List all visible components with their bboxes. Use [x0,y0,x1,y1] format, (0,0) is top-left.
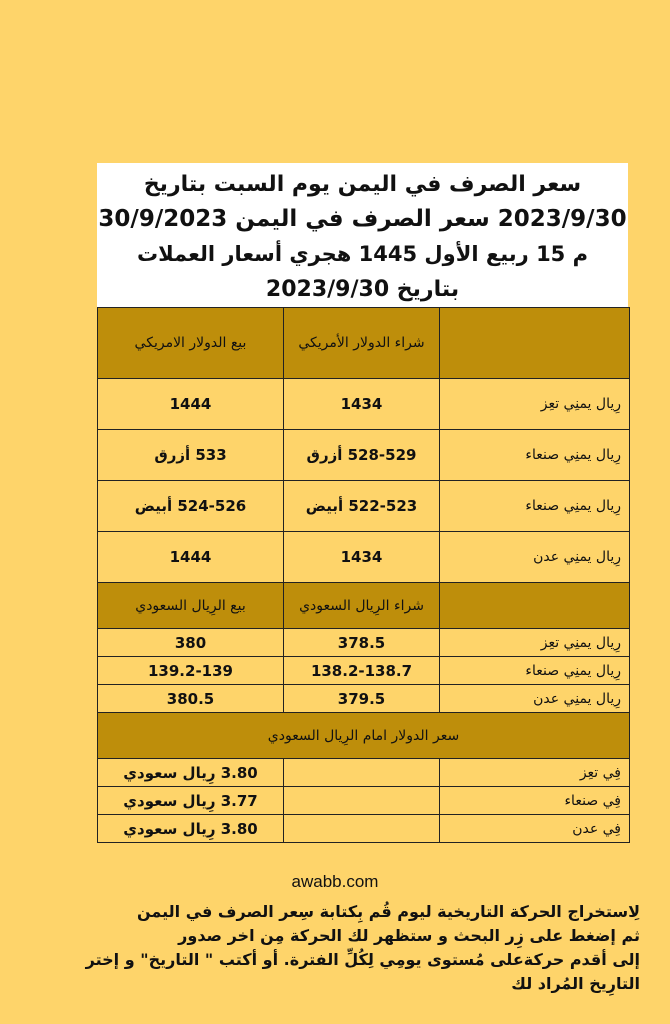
table-row [98,481,630,532]
row-label: رِيال يمنِي صنعاء [440,481,630,532]
title-line-4: بتاريخ 2023/9/30 [265,277,460,302]
table-row [98,759,630,787]
usd-buy-value: 522-523 أبيض [284,481,440,532]
usd-sell-header: بيع الدولار الامريكي [98,308,284,379]
usd-buy-value: 528-529 أزرق [284,430,440,481]
sar-sell-value: 380 [98,629,284,657]
usd-vs-sar-header: سعر الدولار امام الرِيال السعودي [98,713,630,759]
empty-cell [284,787,440,815]
sar-buy-value: 138.2-138.7 [284,657,440,685]
usd-vs-sar-header-row [98,713,630,759]
usd-buy-value: 1434 [284,532,440,583]
footer-instructions [50,900,640,996]
site-name: awabb.com [291,872,379,891]
row-label: رِيال يمنِي عدن [440,532,630,583]
usd-sell-value: 533 أزرق [98,430,284,481]
sar-sell-header: بيع الرِيال السعودي [98,583,284,629]
sar-buy-value: 378.5 [284,629,440,657]
usd-sar-value: 3.80 رِيال سعودي [98,759,284,787]
table-row [98,629,630,657]
sar-header-empty [440,583,630,629]
sar-buy-header: شراء الرِيال السعودي [284,583,440,629]
footer-line-2: ثم إضغط على زِر البحث و ستظهر لك الحركة مِن اخر صدور [178,926,640,945]
row-label: فِي تعِز [440,759,630,787]
title-line-2: 2023/9/30 سعر الصرف في اليمن 30/9/2023 [98,206,627,232]
footer-line-3: إلى أقدم حركةعلى مُستوى يومِي لِكُلِّ الفترة. أو أكتب " التاريخ" و إختر [85,950,640,969]
row-label: رِيال يمنِي تعِز [440,379,630,430]
empty-cell [284,815,440,843]
usd-sell-value: 1444 [98,532,284,583]
usd-buy-header: شراء الدولار الأمريكي [284,308,440,379]
table-row [98,815,630,843]
usd-sell-value: 1444 [98,379,284,430]
usd-header-row [98,308,630,379]
table-row [98,532,630,583]
row-label: رِيال يمنِي تعِز [440,629,630,657]
row-label: رِيال يمنِي صنعاء [440,657,630,685]
table-row [98,787,630,815]
table-row [98,430,630,481]
usd-sar-value: 3.77 رِيال سعودي [98,787,284,815]
usd-sar-value: 3.80 رِيال سعودي [98,815,284,843]
exchange-rates-table [97,307,630,843]
table-row [98,379,630,430]
table-row [98,657,630,685]
row-label: رِيال يمنِي عدن [440,685,630,713]
title-line-3: م 15 ربيع الأول 1445 هجري أسعار العملات [136,242,588,266]
footer-line-1: لِاستخراج الحركة التاريخية ليوم قُم بِكتابة سِعر الصرف في اليمن [136,902,640,921]
sar-sell-value: 139.2-139 [98,657,284,685]
usd-header-empty [440,308,630,379]
sar-buy-value: 379.5 [284,685,440,713]
empty-cell [284,759,440,787]
sar-sell-value: 380.5 [98,685,284,713]
table-row [98,685,630,713]
footer-line-4: التارِيخ المُراد لك [511,974,640,993]
title-box [97,163,628,307]
sar-header-row [98,583,630,629]
title-line-1: سعر الصرف في اليمن يوم السبت بتاريخ [143,172,582,197]
row-label: رِيال يمنِي صنعاء [440,430,630,481]
usd-buy-value: 1434 [284,379,440,430]
row-label: فِي عدن [440,815,630,843]
row-label: فِي صنعاء [440,787,630,815]
usd-sell-value: 524-526 أبيض [98,481,284,532]
